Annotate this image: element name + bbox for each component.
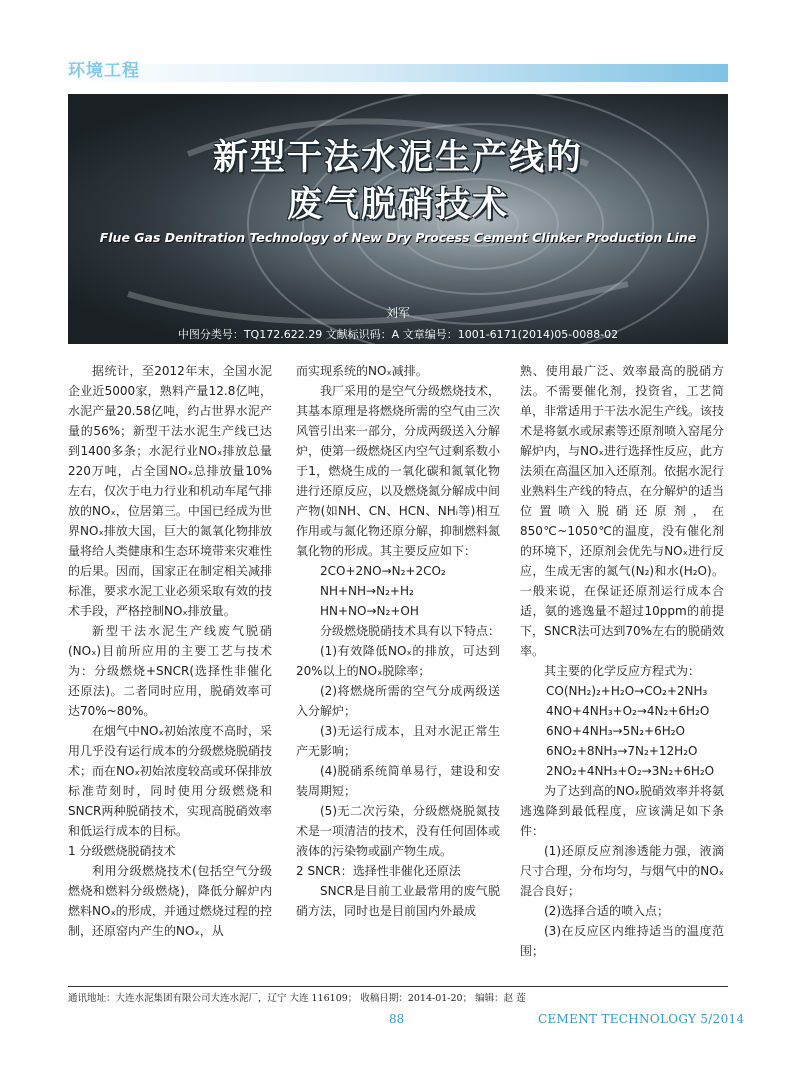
equation: HN+NO→N₂+OH [320,604,419,618]
section-heading-2: 2 SNCR：选择性非催化还原法 [296,864,461,878]
author: 刘军 [385,306,410,320]
section-label: 环境工程 [68,61,140,81]
list-item: (2)将燃烧所需的空气分成两级送入分解炉； [296,684,500,718]
equation: NH+NH→N₂+H₂ [320,584,414,598]
equation: 2CO+2NO→N₂+2CO₂ [320,564,446,578]
paragraph: 其主要的化学反应方程式为： [544,664,701,678]
section-heading-1: 1 分级燃烧脱硝技术 [68,844,176,858]
list-item: (2)选择合适的喷入点； [544,904,669,918]
paragraph: 利用分级燃烧技术(包括空气分级燃烧和燃料分级燃烧)，降低分解炉内燃料NOₓ的形成，并通过燃烧过程的控制，还原窑内产生的NOₓ，从 [68,864,272,938]
paragraph: 在烟气中NOₓ初始浓度不高时，采用几乎没有运行成本的分级燃烧脱硝技术；而在NOₓ初始浓度较高或环保排放标准苛刻时，同时使用分级燃烧和SNCR两种脱硝技术，实现高脱硝效率和低运行成本的目标。 [68,724,273,838]
title-line-2: 废气脱硝技术 [286,185,509,225]
column-3 [520,361,724,961]
paragraph: 据统计，至2012年末，全国水泥企业近5000家，熟料产量12.8亿吨，水泥产量20.58亿吨，约占世界水泥产量的56%；新型干法水泥生产线已达到1400多条；水泥行业NOₓ排放总量220万吨，占全国NOₓ总排放量10%左右，仅次于电力行业和机动车尾气排放的NOₓ，位居第三。中国已经成为世界NOₓ排放大国，巨大的氮氧化物排放量将给人类健康和生态环境带来灾难性的后果。因而，国家正在制定相关减排标准，要求水泥工业必须采取有效的技术手段，严格控制NOₓ排放量。 [68,364,273,618]
page-number: 88 [389,1012,405,1026]
list-item: (1)有效降低NOₓ的排放，可达到20%以上的NOₓ脱除率； [296,644,500,678]
paragraph: SNCR是目前工业最常用的废气脱硝方法，同时也是目前国内外最成 [296,884,500,918]
classification-info: 中图分类号：TQ172.622.29 文献标识码：A 文章编号：1001-6171(2014)05-0088-02 [177,328,619,341]
column-2 [296,361,500,921]
paragraph: 熟、使用最广泛、效率最高的脱硝方法。不需要催化剂，投资省，工艺简单，非常适用于干法水泥生产线。该技术是将氨水或尿素等还原剂喷入窑尾分解炉内，与NOₓ进行选择性反应，此方法须在高温区加入还原剂。依据水泥行业熟料生产线的特点，在分解炉的适当位置喷入脱硝还原剂，在850℃~1050℃的温度，没有催化剂的环境下，还原剂会优先与NOₓ进行反应，生成无害的氮气(N₂)和水(H₂O)。一般来说，在保证还原剂运行成本合适，氨的逃逸量不超过10ppm的前提下，SNCR法可达到70%左右的脱硝效率。 [520,364,725,658]
equation: 4NO+4NH₃+O₂→4N₂+6H₂O [546,704,710,718]
list-item: (3)在反应区内维持适当的温度范围； [520,924,724,958]
paragraph: 而实现系统的NOₓ减排。 [296,364,428,378]
title-line-1: 新型干法水泥生产线的 [212,138,583,178]
equation: CO(NH₂)₂+H₂O→CO₂+2NH₃ [546,684,708,698]
paragraph: 新型干法水泥生产线废气脱硝(NOₓ)目前所应用的主要工艺与技术为：分级燃烧+SNCR(选择性非催化还原法)。二者同时应用，脱硝效率可达70%~80%。 [68,624,272,718]
paragraph: 分级燃烧脱硝技术具有以下特点： [320,624,501,638]
header-band [68,64,728,82]
column-1 [68,361,272,941]
list-item: (3)无运行成本，且对水泥正常生产无影响； [296,724,500,758]
footer-rule [68,986,728,987]
list-item: (5)无二次污染，分级燃烧脱氮技术是一项清洁的技术，没有任何固体或液体的污染物或副产物生成。 [296,804,501,858]
equation: 6NO+4NH₃→5N₂+6H₂O [546,724,686,738]
paragraph: 我厂采用的是空气分级燃烧技术，其基本原理是将燃烧所需的空气由三次风管引出来一部分，分成两级送入分解炉，使第一级燃烧区内空气过剩系数小于1，燃烧生成的一氧化碳和氮氧化物进行还原反应，以及燃烧氮分解成中间产物(如NH、CN、HCN、NHᵢ等)相互作用或与氮化物还原分解，抑制燃料氮氧化物的形成。其主要反应如下： [296,384,501,558]
english-title: Flue Gas Denitration Technology of New Dry Process Cement Clinker Production Line [99,230,697,245]
footer-info: 通讯地址：大连水泥集团有限公司大连水泥厂，辽宁 大连 116109； 收稿日期：2014-01-20； 编辑：赵 莲 [68,993,526,1004]
hero-banner [68,94,728,344]
equation: 6NO₂+8NH₃→7N₂+12H₂O [546,744,698,758]
paragraph: 为了达到高的NOₓ脱硝效率并将氨逃逸降到最低程度，应该满足如下条件： [520,784,724,838]
list-item: (1)还原反应剂渗透能力强，液滴尺寸合理，分布均匀，与烟气中的NOₓ混合良好； [520,844,724,898]
list-item: (4)脱硝系统简单易行，建设和安装周期短； [296,764,500,798]
journal-name: CEMENT TECHNOLOGY 5/2014 [538,1012,745,1026]
equation: 2NO₂+4NH₃+O₂→3N₂+6H₂O [546,764,715,778]
